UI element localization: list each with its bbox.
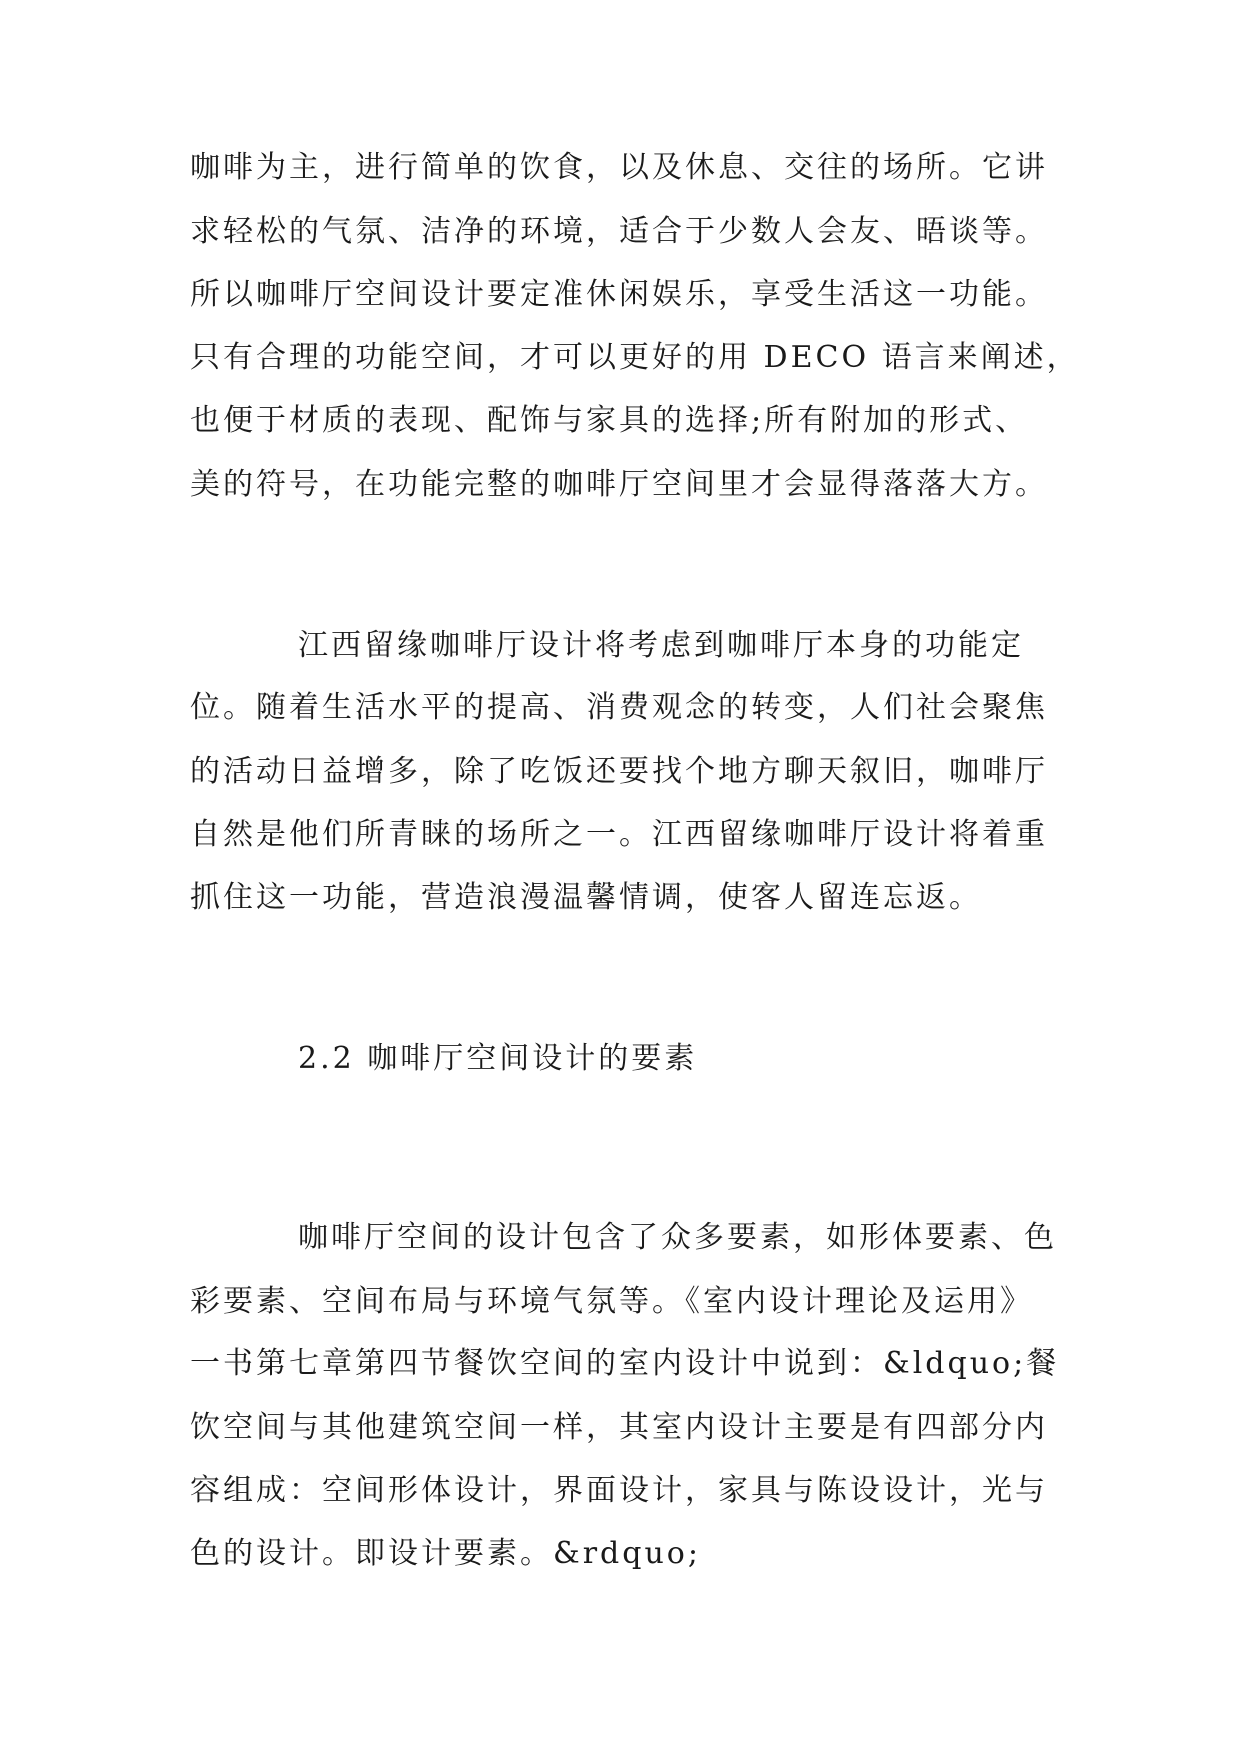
paragraph-1-line-1: 咖啡为主，进行简单的饮食，以及休息、交往的场所。它讲 (190, 150, 1048, 185)
section-heading: 2.2 咖啡厅空间设计的要素 (298, 1041, 698, 1076)
paragraph-2-line-2: 位。随着生活水平的提高、消费观念的转变，人们社会聚焦 (190, 690, 1048, 725)
paragraph-3-line-2: 彩要素、空间布局与环境气氛等。《室内设计理论及运用》 (190, 1284, 1033, 1319)
paragraph-1-line-6: 美的符号，在功能完整的咖啡厅空间里才会显得落落大方。 (190, 467, 1048, 502)
paragraph-3-line-3: 一书第七章第四节餐饮空间的室内设计中说到：&ldquo;餐 (190, 1346, 1060, 1381)
paragraph-1-line-2: 求轻松的气氛、洁净的环境，适合于少数人会友、晤谈等。 (190, 214, 1048, 249)
paragraph-2-line-1: 江西留缘咖啡厅设计将考虑到咖啡厅本身的功能定 (298, 628, 1024, 663)
paragraph-1-line-4: 只有合理的功能空间，才可以更好的用 DECO 语言来阐述， (190, 340, 1080, 375)
paragraph-1-line-3: 所以咖啡厅空间设计要定准休闲娱乐，享受生活这一功能。 (190, 277, 1048, 312)
paragraph-2-line-3: 的活动日益增多，除了吃饭还要找个地方聊天叙旧，咖啡厅 (190, 754, 1048, 789)
paragraph-3-line-4: 饮空间与其他建筑空间一样，其室内设计主要是有四部分内 (190, 1410, 1048, 1445)
paragraph-3-line-5: 容组成：空间形体设计，界面设计，家具与陈设设计，光与 (190, 1473, 1048, 1508)
paragraph-2-line-5: 抓住这一功能，营造浪漫温馨情调，使客人留连忘返。 (190, 880, 982, 915)
paragraph-2-line-4: 自然是他们所青睐的场所之一。江西留缘咖啡厅设计将着重 (190, 817, 1048, 852)
paragraph-3-line-6: 色的设计。即设计要素。&rdquo; (190, 1536, 701, 1571)
paragraph-3-line-1: 咖啡厅空间的设计包含了众多要素，如形体要素、色 (298, 1220, 1057, 1255)
paragraph-1-line-5: 也便于材质的表现、配饰与家具的选择;所有附加的形式、 (190, 403, 1029, 438)
